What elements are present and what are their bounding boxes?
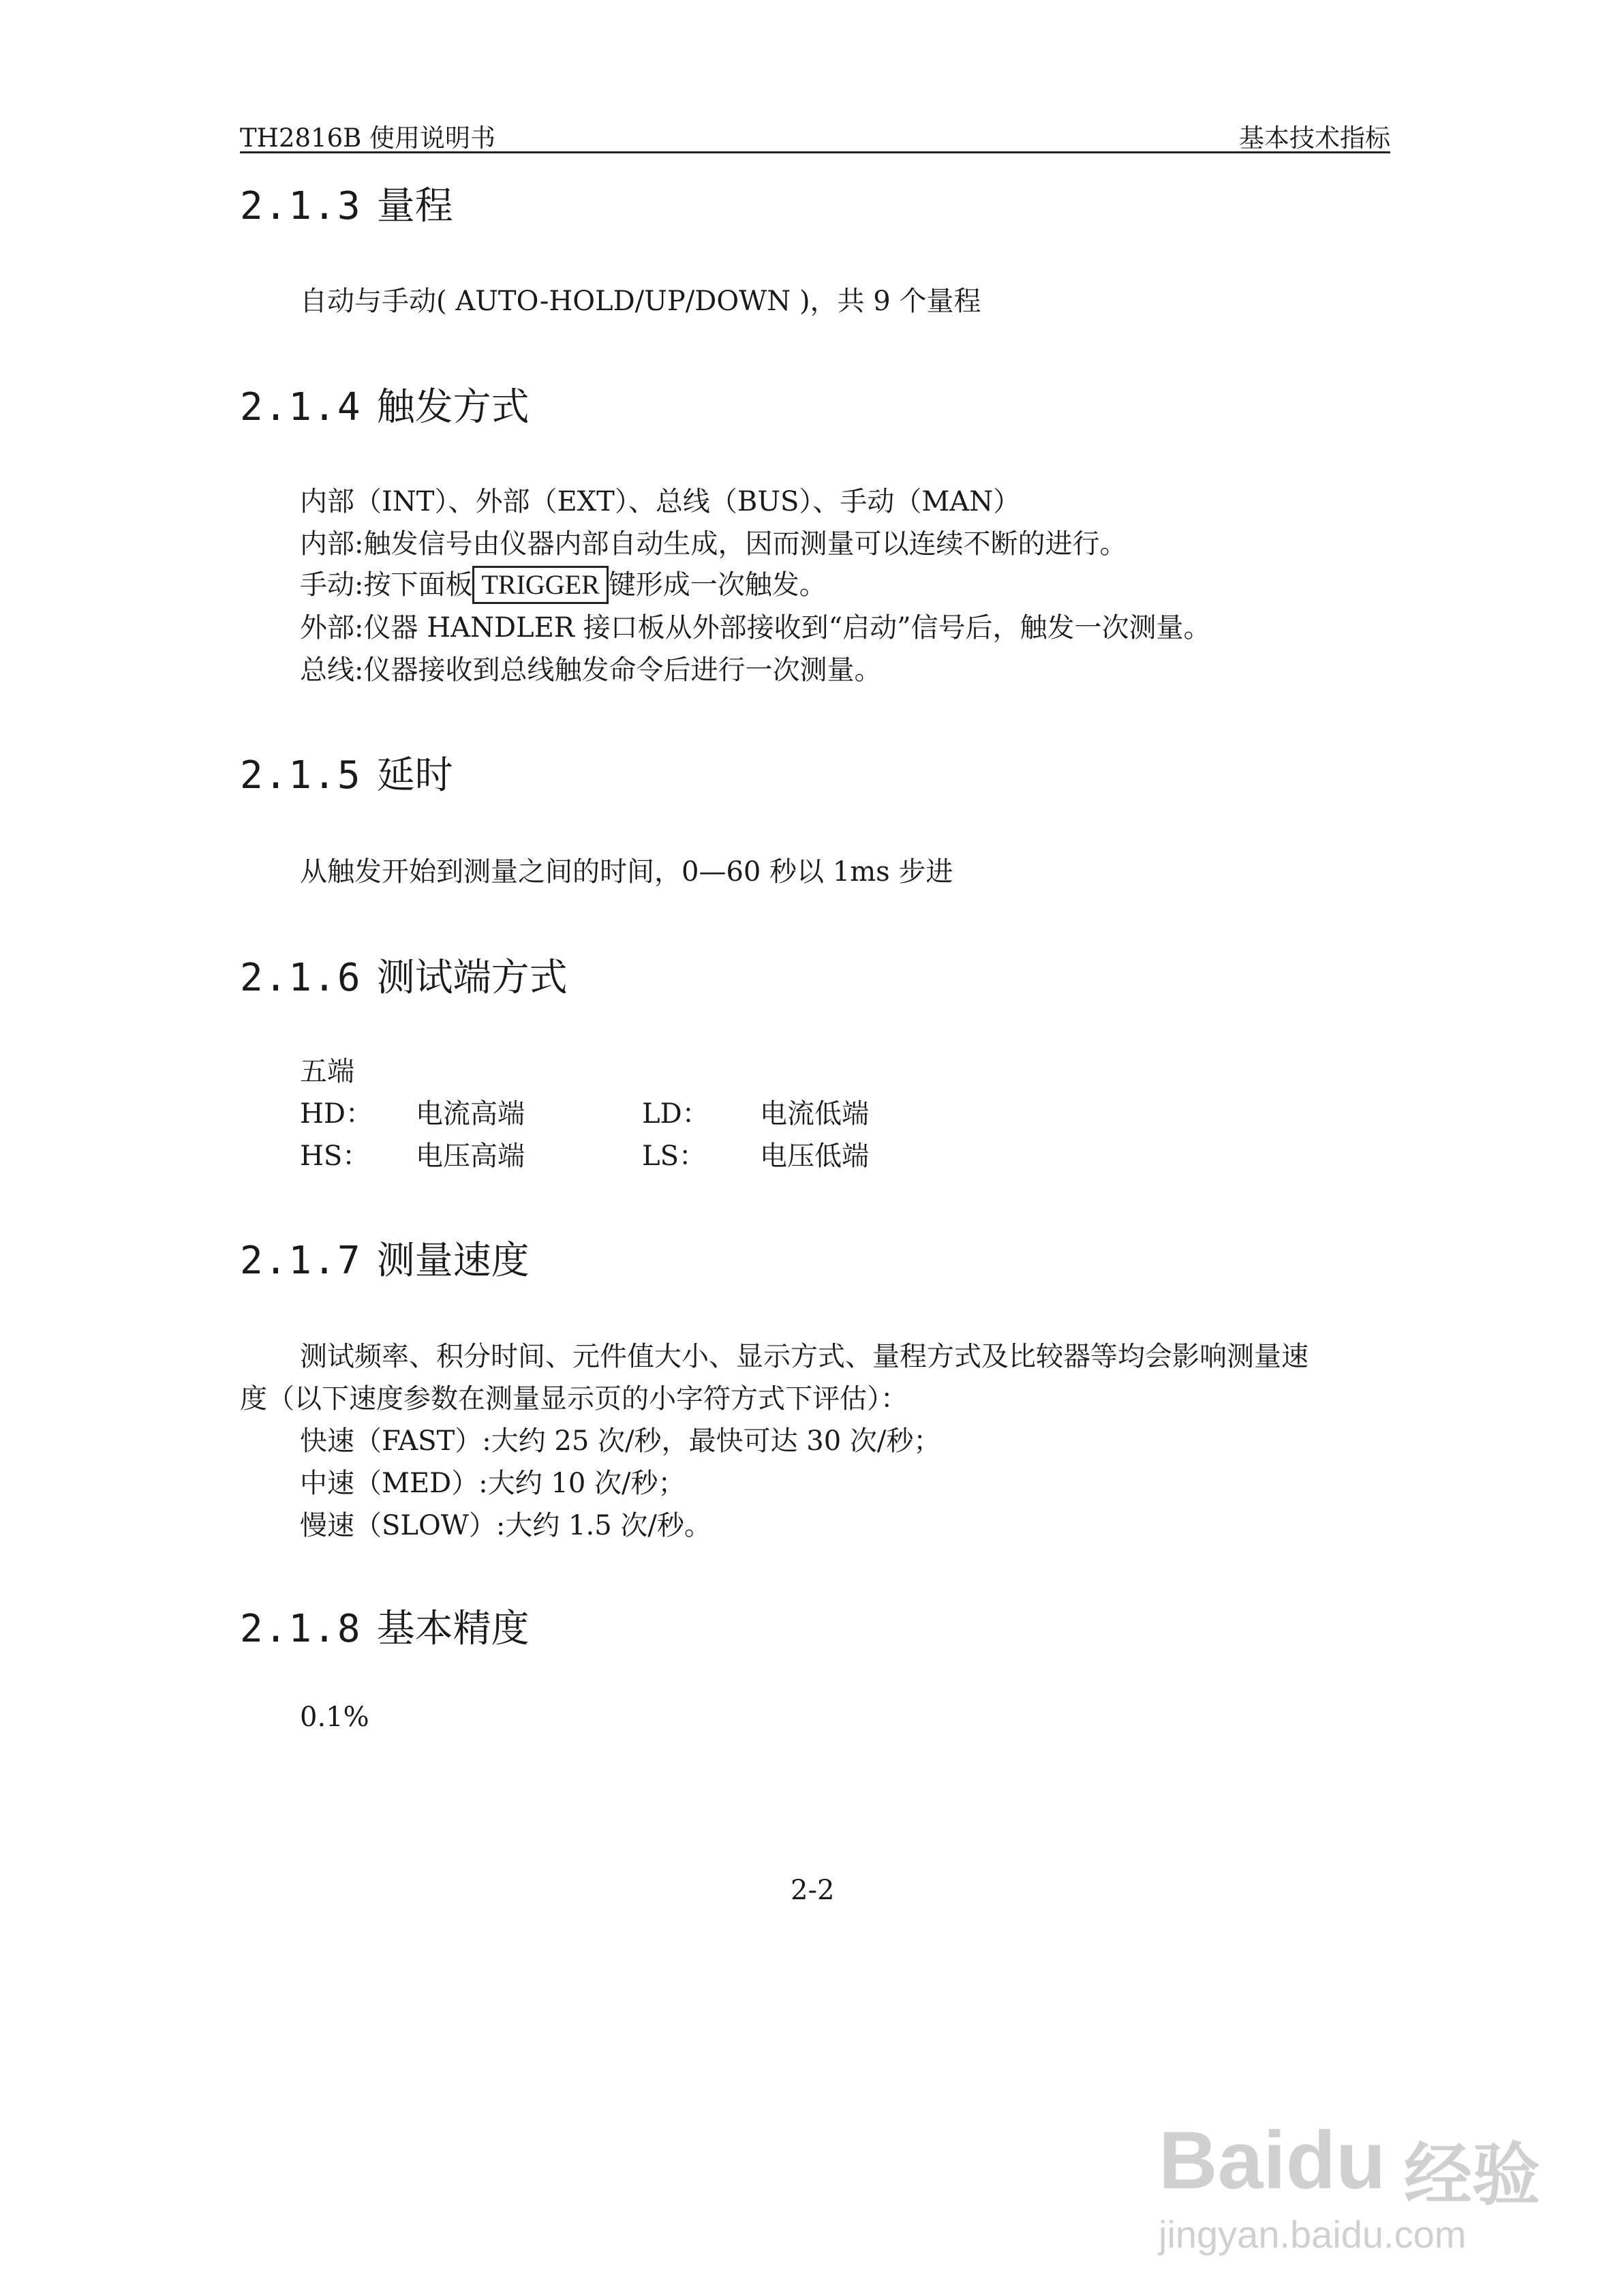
watermark-brand: Baidu [1159, 2115, 1386, 2206]
watermark-url: jingyan.baidu.com [1159, 2213, 1467, 2256]
section-title: 测试端方式 [376, 956, 568, 1000]
trigger-modes-line: 内部（INT）、外部（EXT）、总线（BUS）、手动（MAN） [300, 486, 1021, 517]
speed-fast-line: 快速（FAST）:大约 25 次/秒，最快可达 30 次/秒； [300, 1425, 941, 1457]
delay-line: 从触发开始到测量之间的时间，0—60 秒以 1ms 步进 [300, 856, 953, 888]
section-number: 2.1.5 [240, 753, 362, 798]
section-heading-2-1-6 [240, 948, 568, 1002]
section-heading-2-1-5 [240, 745, 453, 800]
section-heading-2-1-4 [240, 377, 530, 432]
header-left: TH2816B 使用说明书 [240, 123, 496, 153]
header-rule [240, 151, 1390, 153]
paragraph-range: 自动与手动( AUTO-HOLD/UP/DOWN )，共 9 个量程 [300, 286, 981, 317]
section-number: 2.1.8 [240, 1607, 362, 1651]
terminal-value-ls: 电压低端 [760, 1141, 869, 1172]
terminal-key-ls: LS： [642, 1141, 706, 1172]
accuracy-value: 0.1% [300, 1702, 369, 1733]
trigger-manual-line [300, 563, 827, 604]
trigger-bus-line: 总线:仪器接收到总线触发命令后进行一次测量。 [300, 654, 882, 686]
terminal-intro: 五端 [300, 1056, 354, 1087]
section-heading-2-1-7 [240, 1230, 530, 1285]
section-title: 基本精度 [376, 1607, 530, 1651]
terminal-value-hs: 电压高端 [416, 1141, 525, 1172]
watermark-cn: 经验 [1404, 2135, 1540, 2215]
speed-paragraph-line1: 测试频率、积分时间、元件值大小、显示方式、量程方式及比较器等均会影响测量速 [300, 1341, 1309, 1372]
terminal-key-hd: HD： [300, 1098, 373, 1130]
section-number: 2.1.4 [240, 385, 362, 429]
terminal-value-ld: 电流低端 [760, 1098, 869, 1130]
terminal-key-hs: HS： [300, 1141, 370, 1172]
terminal-key-ld: LD： [642, 1098, 709, 1130]
section-title: 测量速度 [376, 1239, 530, 1283]
speed-med-line: 中速（MED）:大约 10 次/秒； [300, 1468, 686, 1499]
header-right: 基本技术指标 [1239, 123, 1390, 153]
speed-slow-line: 慢速（SLOW）:大约 1.5 次/秒。 [300, 1510, 711, 1541]
trigger-external-line: 外部:仪器 HANDLER 接口板从外部接收到“启动”信号后，触发一次测量。 [300, 612, 1211, 644]
terminal-value-hd: 电流高端 [416, 1098, 525, 1130]
section-heading-2-1-8 [240, 1599, 530, 1653]
section-title: 触发方式 [376, 385, 530, 429]
section-number: 2.1.7 [240, 1239, 362, 1283]
trigger-key-label: TRIGGER [472, 566, 608, 604]
section-title: 延时 [376, 753, 453, 798]
speed-paragraph-line2: 度（以下速度参数在测量显示页的小字符方式下评估）： [240, 1383, 908, 1415]
page-number: 2-2 [791, 1875, 835, 1906]
section-number: 2.1.6 [240, 956, 362, 1000]
trigger-internal-line: 内部:触发信号由仪器内部自动生成，因而测量可以连续不断的进行。 [300, 528, 1127, 560]
section-title: 量程 [376, 184, 453, 228]
section-heading-2-1-3 [240, 176, 453, 230]
manual-prefix: 手动:按下面板 [300, 569, 473, 601]
manual-suffix: 键形成一次触发。 [608, 569, 827, 601]
section-number: 2.1.3 [240, 184, 362, 228]
